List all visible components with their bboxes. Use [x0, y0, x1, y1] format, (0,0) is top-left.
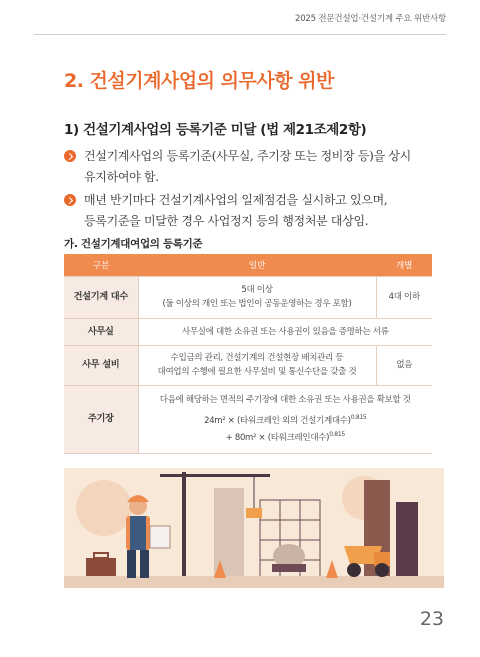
machine-count-individual: 4대 이하 [376, 276, 432, 318]
office-requirement: 사무실에 대한 소유권 또는 사용권이 있음을 증명하는 서류 [138, 318, 432, 345]
row-label-machine-count: 건설기계 대수 [64, 276, 138, 318]
construction-scene-graphic [64, 468, 444, 588]
subsection-title: 1) 건설기계사업의 등록기준 미달 (법 제21조제2항) [64, 122, 367, 138]
office-equipment-individual: 없음 [376, 345, 432, 385]
cell-line: 대여업의 수행에 필요한 사무설비 및 통신수단을 갖출 것 [157, 367, 357, 377]
cell-line: 수입금의 관리, 건설기계의 건설현장 배치관리 등 [170, 353, 344, 363]
registration-standards-table [64, 254, 432, 454]
header-general: 일반 [138, 254, 376, 276]
row-label-office: 사무실 [64, 318, 138, 345]
row-label-office-equipment: 사무 설비 [64, 345, 138, 385]
bullet-line: 유지하여야 함. [84, 170, 159, 184]
formula-exponent: 0.815 [350, 414, 367, 422]
cell-line: 다음에 해당하는 면적의 주기장에 대한 소유권 또는 사용권을 확보할 것 [159, 395, 411, 406]
table-row [64, 318, 432, 345]
cell-line: (둘 이상의 개인 또는 법인이 공동운영하는 경우 포함) [162, 299, 352, 309]
section-title: 2. 건설기계사업의 의무사항 위반 [64, 70, 334, 92]
table-header-row [64, 254, 432, 276]
table-row [64, 276, 432, 318]
formula-text: 24m² × (타워크레인 외의 건설기계대수) [204, 416, 351, 426]
bullet-line: 건설기계사업의 등록기준(사무실, 주기장 또는 정비장 등)을 상시 [84, 149, 411, 163]
formula-text: + 80m² × (타워크레인대수) [225, 432, 330, 443]
chevron-bullet-icon [64, 150, 76, 162]
formula-exponent: 0.815 [329, 431, 345, 438]
header-individual: 개별 [376, 254, 432, 276]
bullet-item-2 [64, 190, 424, 232]
office-equipment-general [138, 345, 376, 385]
bullet-line: 등록기준을 미달한 경우 사업정지 등의 행정처분 대상임. [84, 214, 369, 228]
page-number: 23 [419, 608, 444, 630]
machine-count-general [138, 276, 376, 318]
cell-line: 5대 이상 [241, 285, 273, 295]
bullet-item-1 [64, 146, 424, 188]
chevron-bullet-icon [64, 194, 76, 206]
table-row [64, 385, 432, 453]
formula-line [139, 411, 433, 428]
bullet-line: 매년 반기마다 건설기계사업의 일제점검을 실시하고 있으며, [84, 193, 388, 207]
table-caption: 가. 건설기계대여업의 등록기준 [64, 238, 203, 250]
table-row [64, 345, 432, 385]
running-header: 2025 전문건설업·건설기계 주요 위반사항 [294, 14, 446, 24]
parking-requirement [138, 385, 432, 453]
construction-site-illustration [64, 468, 444, 588]
header-category: 구분 [64, 254, 138, 276]
header-divider [34, 34, 446, 35]
formula-line [139, 428, 433, 445]
row-label-parking: 주기장 [64, 385, 138, 453]
